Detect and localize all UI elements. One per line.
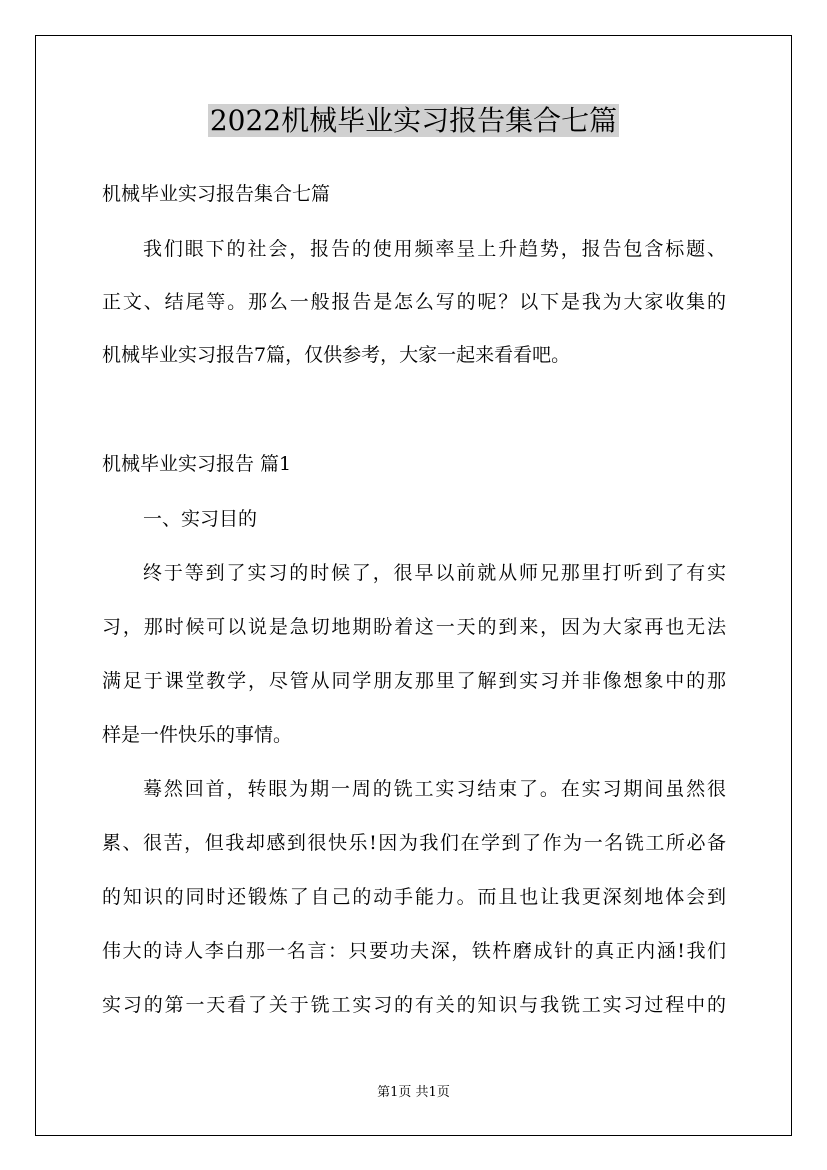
page-footer: 第1页 共1页 <box>377 1085 450 1100</box>
document-subtitle: 机械毕业实习报告集合七篇 <box>102 183 331 205</box>
intro-line-3: 机械毕业实习报告7篇，仅供参考，大家一起来看看吧。 <box>102 344 571 366</box>
document-title <box>0 103 827 139</box>
paragraph1-line-4: 样是一件快乐的事情。 <box>102 724 293 746</box>
intro-line-2: 正文、结尾等。那么一般报告是怎么写的呢？以下是我为大家收集的 <box>102 291 726 313</box>
paragraph1-line-1: 终于等到了实习的时候了，很早以前就从师兄那里打听到了有实 <box>143 562 726 584</box>
subheading: 一、实习目的 <box>143 508 258 530</box>
paragraph2-line-1: 蓦然回首，转眼为期一周的铣工实习结束了。在实习期间虽然很 <box>143 778 726 800</box>
paragraph2-line-5: 实习的第一天看了关于铣工实习的有关的知识与我铣工实习过程中的 <box>102 994 726 1016</box>
paragraph1-line-3: 满足于课堂教学，尽管从同学朋友那里了解到实习并非像想象中的那 <box>102 670 726 692</box>
intro-line-1: 我们眼下的社会，报告的使用频率呈上升趋势，报告包含标题、 <box>143 238 726 260</box>
paragraph2-line-4: 伟大的诗人李白那一名言：只要功夫深，铁杵磨成针的真正内涵!我们 <box>102 940 726 962</box>
document-title-text: 2022机械毕业实习报告集合七篇 <box>209 104 618 137</box>
section-heading: 机械毕业实习报告 篇1 <box>102 453 292 475</box>
paragraph2-line-3: 的知识的同时还锻炼了自己的动手能力。而且也让我更深刻地体会到 <box>102 886 726 908</box>
paragraph2-line-2: 累、很苦，但我却感到很快乐!因为我们在学到了作为一名铣工所必备 <box>102 832 726 854</box>
paragraph1-line-2: 习，那时候可以说是急切地期盼着这一天的到来，因为大家再也无法 <box>102 616 726 638</box>
